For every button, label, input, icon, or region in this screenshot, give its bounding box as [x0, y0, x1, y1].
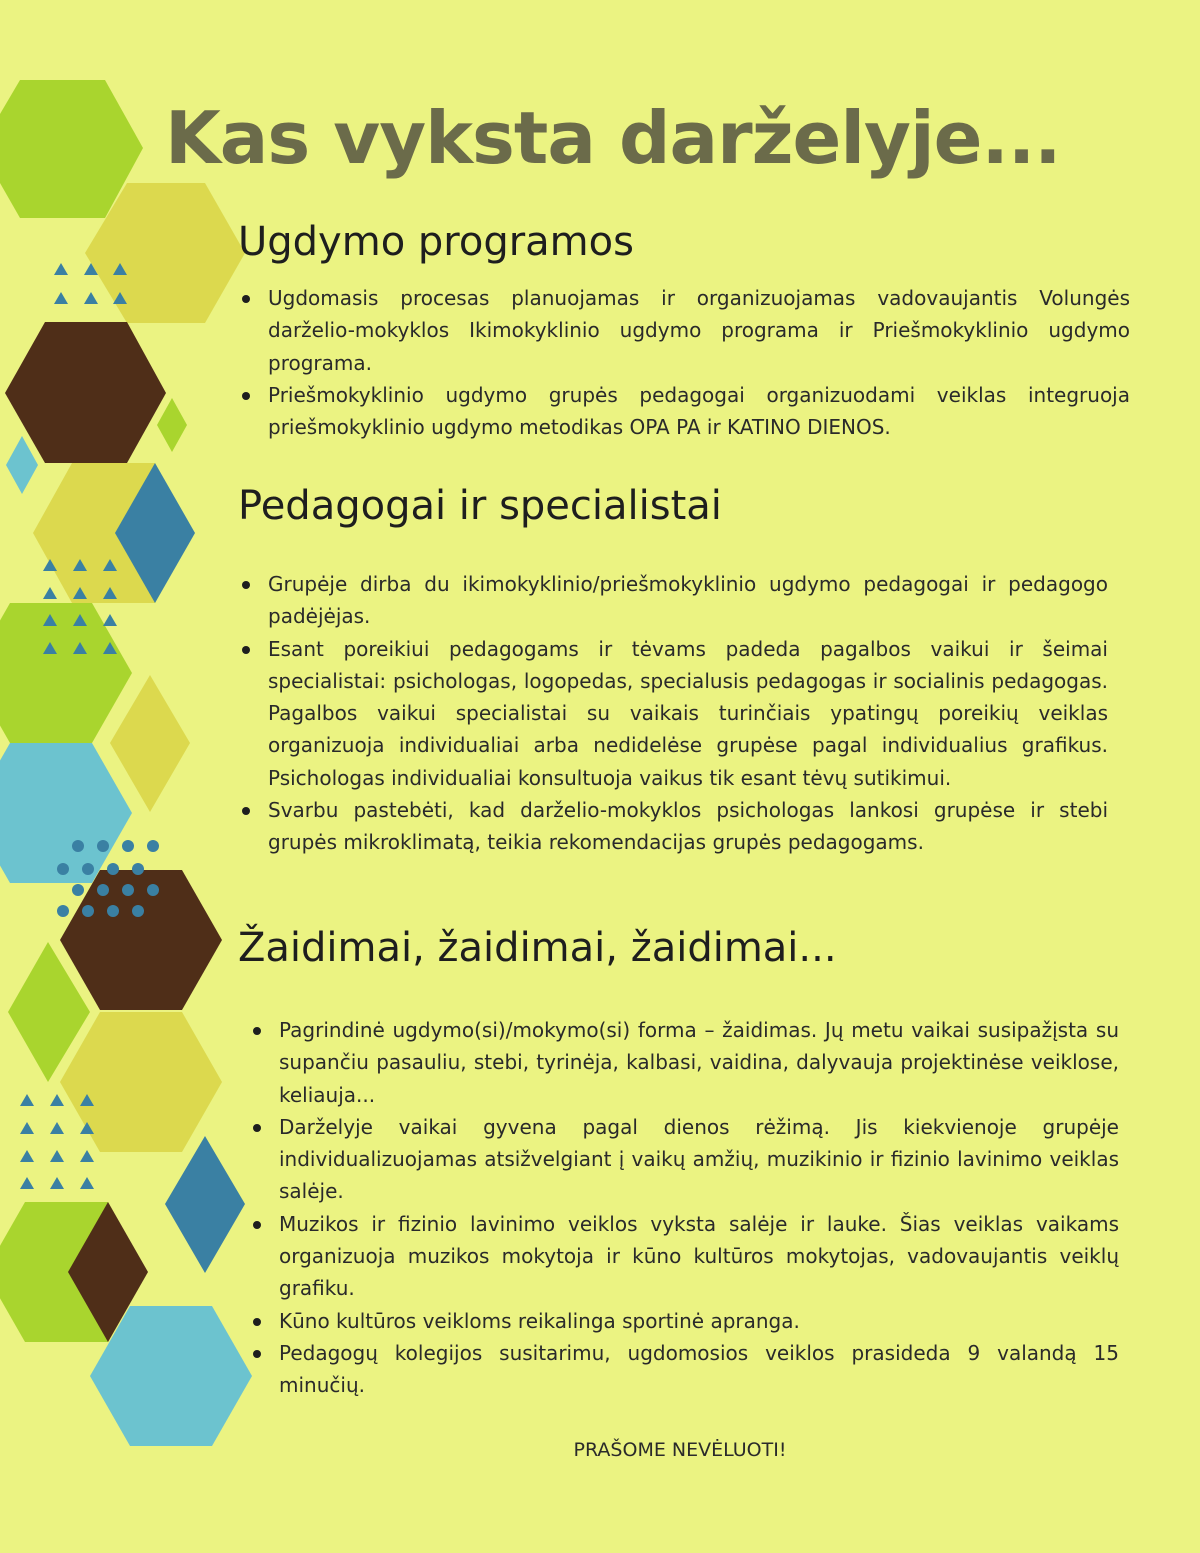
list-item: Pagrindinė ugdymo(si)/mokymo(si) forma – žaidimas. Jų metu vaikai susipažįsta su supančiu pasauliu, stebi, tyrinėja, kalbasi, vaidina, dalyvauja projektinėse veiklose, keliauja...	[251, 1014, 1119, 1111]
section-heading-games: Žaidimai, žaidimai, žaidimai...	[238, 925, 837, 971]
section-list-games	[251, 1014, 1119, 1402]
list-item: Darželyje vaikai gyvena pagal dienos rėžimą. Jis kiekvienoje grupėje individualizuojamas atsižvelgiant į vaikų amžių, muzikinio ir fizinio lavinimo veiklas salėje.	[251, 1111, 1119, 1208]
list-item: Muzikos ir fizinio lavinimo veiklos vyksta salėje ir lauke. Šias veiklas vaikams organizuoja muzikos mokytoja ir kūno kultūros mokytojas, vadovaujantis veiklų grafiku.	[251, 1208, 1119, 1305]
list-item: Pedagogų kolegijos susitarimu, ugdomosios veiklos prasideda 9 valandą 15 minučių.	[251, 1337, 1119, 1402]
list-item: Kūno kultūros veikloms reikalinga sportinė apranga.	[251, 1305, 1119, 1337]
list-item: Svarbu pastebėti, kad darželio-mokyklos psichologas lankosi grupėse ir stebi grupės mikroklimatą, teikia rekomendacijas grupės pedagogams.	[240, 794, 1108, 859]
list-item: Priešmokyklinio ugdymo grupės pedagogai organizuodami veiklas integruoja priešmokyklinio ugdymo metodikas OPA PA ir KATINO DIENOS.	[240, 379, 1130, 444]
list-item: Esant poreikiui pedagogams ir tėvams padeda pagalbos vaikui ir šeimai specialistai: psichologas, logopedas, specialusis pedagogas ir socialinis pedagogas. Pagalbos vaikui specialistai su vaikais turinčiais ypatingų poreikių veiklas organizuoja individualiai arba nedidelėse grupėse pagal individualius grafikus. Psichologas individualiai konsultuoja vaikus tik esant tėvų sutikimui.	[240, 633, 1108, 794]
diamond-teal	[165, 1136, 245, 1273]
closing-note: PRAŠOME NEVĖLUOTI!	[573, 1439, 787, 1461]
diamond-light-blue	[6, 436, 38, 494]
section-heading-staff: Pedagogai ir specialistai	[238, 483, 722, 529]
diamond-lime	[157, 398, 187, 452]
hexagon-brown	[60, 870, 222, 1010]
section-list-programs	[240, 282, 1130, 443]
list-item: Ugdomasis procesas planuojamas ir organizuojamas vadovaujantis Volungės darželio-mokyklos Ikimokyklinio ugdymo programa ir Priešmokyklinio ugdymo programa.	[240, 282, 1130, 379]
section-list-staff	[240, 568, 1108, 859]
diamond-mustard	[110, 675, 190, 812]
page-title: Kas vyksta darželyje...	[165, 96, 1061, 180]
hexagon-light-blue	[0, 743, 132, 883]
list-item: Grupėje dirba du ikimokyklinio/priešmokyklinio ugdymo pedagogai ir pedagogo padėjėjas.	[240, 568, 1108, 633]
hexagon-decoration	[0, 0, 260, 1553]
section-heading-programs: Ugdymo programos	[238, 219, 634, 265]
hexagon-brown	[5, 322, 166, 463]
